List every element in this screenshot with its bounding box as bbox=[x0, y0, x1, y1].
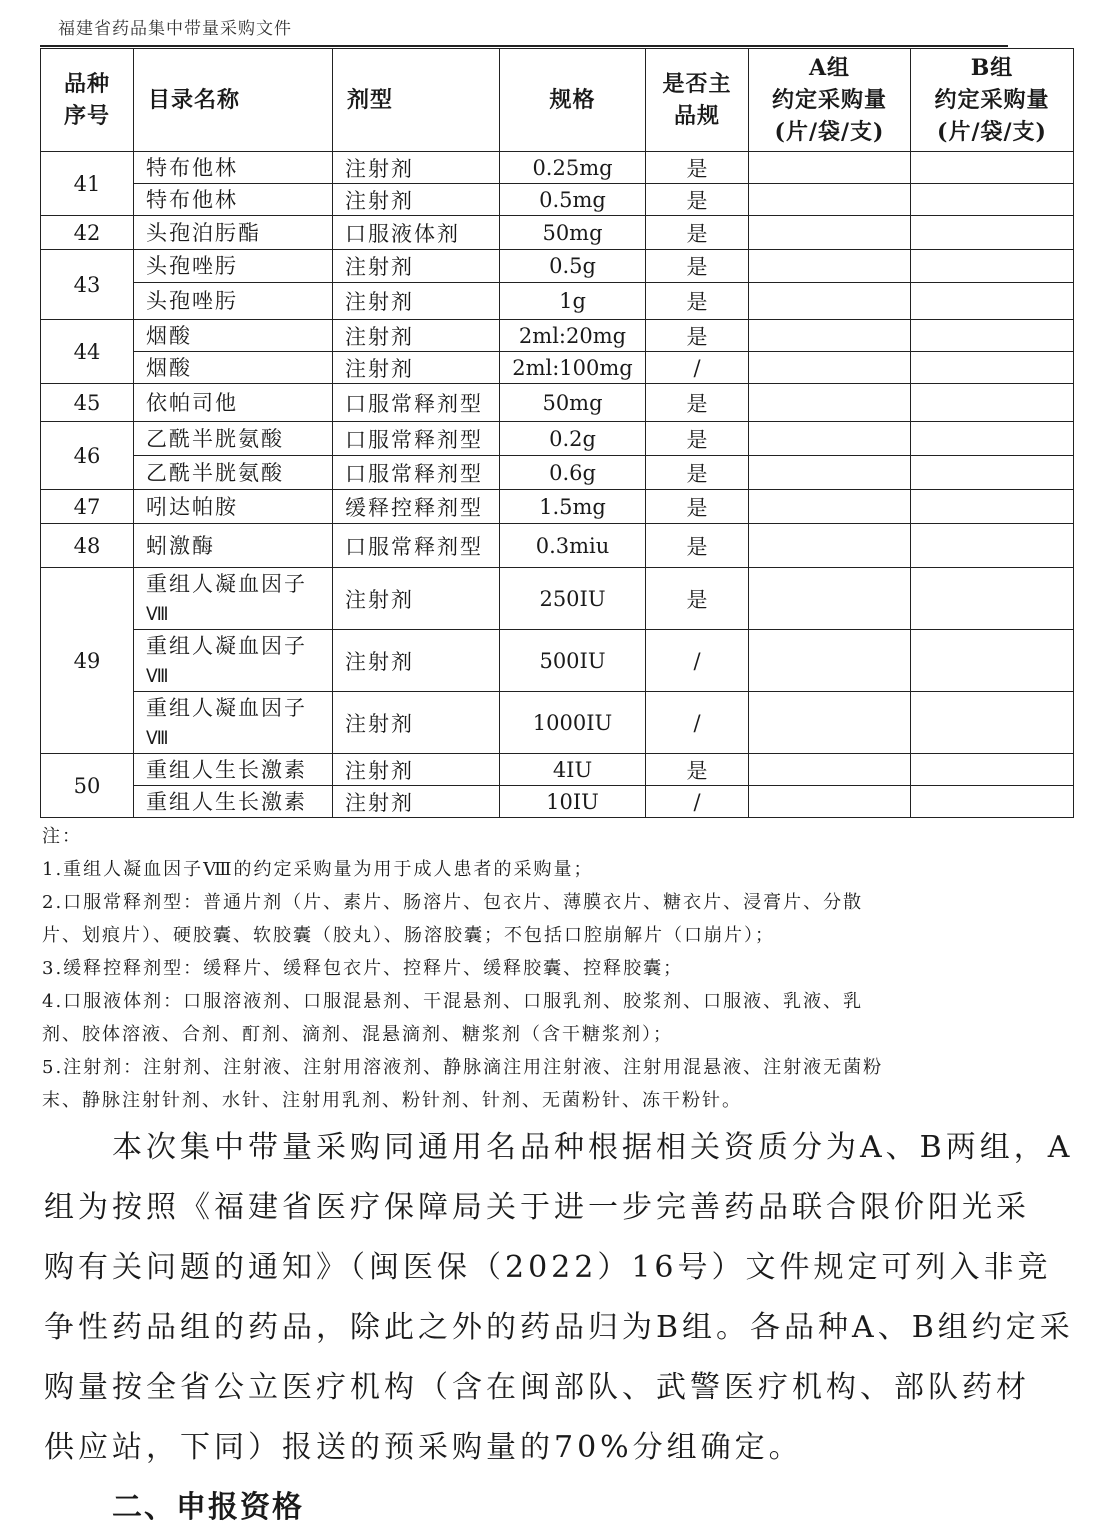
header-seq-line2: 序号 bbox=[63, 103, 110, 129]
cell-group-a-quantity bbox=[749, 250, 911, 283]
cell-group-a-quantity bbox=[749, 490, 911, 524]
cell-form: 注射剂 bbox=[333, 754, 500, 786]
cell-name bbox=[134, 250, 333, 283]
cell-form: 注射剂 bbox=[333, 320, 500, 352]
notes-section bbox=[42, 820, 1042, 1117]
cell-name-text: 重组人凝血因子 bbox=[146, 633, 307, 658]
cell-name bbox=[134, 568, 333, 630]
cell-name-text: 烟酸 bbox=[146, 355, 192, 380]
cell-main: 是 bbox=[646, 524, 749, 568]
cell-spec: 50mg bbox=[500, 216, 646, 250]
cell-name bbox=[134, 524, 333, 568]
cell-main: 是 bbox=[646, 568, 749, 630]
note-line: 剂、胶体溶液、合剂、酊剂、滴剂、混悬滴剂、糖浆剂（含干糖浆剂）； bbox=[42, 1024, 673, 1045]
cell-name-suffix: Ⅷ bbox=[146, 664, 168, 687]
cell-group-b-quantity bbox=[911, 320, 1074, 352]
header-group-b-line3: (片/袋/支) bbox=[937, 119, 1047, 145]
cell-group-b-quantity bbox=[911, 456, 1074, 490]
note-line: 片、划痕片）、硬胶囊、软胶囊（胶丸）、肠溶胶囊；不包括口腔崩解片（口崩片）； bbox=[42, 925, 775, 946]
cell-name-text: 头孢泊肟酯 bbox=[146, 220, 261, 245]
table-row bbox=[41, 786, 1074, 818]
cell-main: 是 bbox=[646, 184, 749, 216]
table-row bbox=[41, 630, 1074, 692]
cell-form: 注射剂 bbox=[333, 283, 500, 320]
cell-spec: 0.3miu bbox=[500, 524, 646, 568]
cell-name bbox=[134, 490, 333, 524]
cell-name-suffix: Ⅷ bbox=[146, 602, 168, 625]
table-row bbox=[41, 384, 1074, 422]
cell-group-b-quantity bbox=[911, 352, 1074, 384]
header-seq bbox=[41, 49, 134, 152]
cell-name bbox=[134, 422, 333, 456]
cell-spec: 10IU bbox=[500, 786, 646, 818]
table-row bbox=[41, 754, 1074, 786]
table-row bbox=[41, 352, 1074, 384]
header-main-line1: 是否主 bbox=[662, 71, 732, 97]
cell-seq: 43 bbox=[41, 250, 134, 320]
cell-group-a-quantity bbox=[749, 216, 911, 250]
table-row bbox=[41, 456, 1074, 490]
header-group-a-line1: A组 bbox=[808, 55, 851, 81]
procurement-table bbox=[40, 48, 1074, 818]
cell-spec: 0.2g bbox=[500, 422, 646, 456]
header-group-b-line1: B组 bbox=[970, 55, 1014, 81]
cell-name-text: 乙酰半胱氨酸 bbox=[146, 460, 284, 485]
header-form: 剂型 bbox=[333, 49, 500, 152]
cell-name bbox=[134, 320, 333, 352]
cell-seq: 47 bbox=[41, 490, 134, 524]
cell-name-text: 重组人生长激素 bbox=[146, 757, 307, 782]
cell-group-b-quantity bbox=[911, 568, 1074, 630]
cell-group-b-quantity bbox=[911, 422, 1074, 456]
cell-form: 口服液体剂 bbox=[333, 216, 500, 250]
cell-seq: 48 bbox=[41, 524, 134, 568]
table-row bbox=[41, 152, 1074, 184]
section-title: 二、申报资格 bbox=[112, 1490, 304, 1525]
cell-spec: 4IU bbox=[500, 754, 646, 786]
cell-name-text: 依帕司他 bbox=[146, 390, 238, 415]
table-row bbox=[41, 524, 1074, 568]
cell-seq: 49 bbox=[41, 568, 134, 754]
cell-group-b-quantity bbox=[911, 184, 1074, 216]
cell-name-text: 头孢唑肟 bbox=[146, 254, 238, 278]
cell-name bbox=[134, 152, 333, 184]
table-header-row bbox=[41, 49, 1074, 152]
cell-main: / bbox=[646, 692, 749, 754]
table-row bbox=[41, 283, 1074, 320]
cell-form: 注射剂 bbox=[333, 184, 500, 216]
cell-name-text: 重组人凝血因子 bbox=[146, 695, 307, 720]
body-line: 购有关问题的通知》（闽医保（2022）16号）文件规定可列入非竞 bbox=[44, 1250, 1052, 1285]
cell-seq: 50 bbox=[41, 754, 134, 818]
cell-main: 是 bbox=[646, 216, 749, 250]
cell-name bbox=[134, 184, 333, 216]
cell-group-a-quantity bbox=[749, 456, 911, 490]
cell-group-b-quantity bbox=[911, 216, 1074, 250]
header-group-b-line2: 约定采购量 bbox=[934, 87, 1050, 113]
cell-name bbox=[134, 692, 333, 754]
table-body bbox=[41, 152, 1074, 818]
cell-name-suffix: Ⅷ bbox=[146, 726, 168, 749]
header-group-a-line3: (片/袋/支) bbox=[774, 119, 885, 145]
cell-group-b-quantity bbox=[911, 786, 1074, 818]
cell-group-b-quantity bbox=[911, 630, 1074, 692]
cell-group-a-quantity bbox=[749, 422, 911, 456]
cell-group-a-quantity bbox=[749, 786, 911, 818]
document-header: 福建省药品集中带量采购文件 bbox=[58, 19, 292, 39]
cell-name bbox=[134, 384, 333, 422]
cell-seq: 46 bbox=[41, 422, 134, 490]
cell-main: 是 bbox=[646, 152, 749, 184]
cell-spec: 500IU bbox=[500, 630, 646, 692]
cell-spec: 0.6g bbox=[500, 456, 646, 490]
cell-spec: 0.25mg bbox=[500, 152, 646, 184]
header-seq-line1: 品种 bbox=[63, 71, 110, 97]
cell-form: 口服常释剂型 bbox=[333, 524, 500, 568]
cell-group-a-quantity bbox=[749, 184, 911, 216]
cell-seq: 41 bbox=[41, 152, 134, 216]
cell-group-b-quantity bbox=[911, 250, 1074, 283]
header-divider bbox=[40, 45, 1008, 47]
cell-main: / bbox=[646, 630, 749, 692]
note-line: 末、静脉注射针剂、水针、注射用乳剂、粉针剂、针剂、无菌粉针、冻干粉针。 bbox=[42, 1090, 742, 1111]
cell-name-text: 吲达帕胺 bbox=[146, 494, 238, 519]
cell-form: 注射剂 bbox=[333, 630, 500, 692]
cell-main: 是 bbox=[646, 320, 749, 352]
cell-main: / bbox=[646, 352, 749, 384]
cell-form: 注射剂 bbox=[333, 568, 500, 630]
cell-name-text: 乙酰半胱氨酸 bbox=[146, 426, 284, 451]
cell-main: 是 bbox=[646, 422, 749, 456]
cell-main: 是 bbox=[646, 384, 749, 422]
table-row bbox=[41, 320, 1074, 352]
cell-name-text: 烟酸 bbox=[146, 323, 192, 348]
cell-group-b-quantity bbox=[911, 524, 1074, 568]
cell-spec: 2ml:100mg bbox=[500, 352, 646, 384]
cell-spec: 1000IU bbox=[500, 692, 646, 754]
table-row bbox=[41, 568, 1074, 630]
cell-form: 注射剂 bbox=[333, 250, 500, 283]
note-line: 5.注射剂：注射剂、注射液、注射用溶液剂、静脉滴注用注射液、注射用混悬液、注射液无菌粉 bbox=[42, 1057, 884, 1078]
cell-form: 注射剂 bbox=[333, 786, 500, 818]
cell-name-text: 特布他林 bbox=[146, 187, 238, 212]
cell-form: 口服常释剂型 bbox=[333, 422, 500, 456]
cell-group-b-quantity bbox=[911, 384, 1074, 422]
cell-form: 口服常释剂型 bbox=[333, 456, 500, 490]
table-row bbox=[41, 490, 1074, 524]
cell-main: 是 bbox=[646, 283, 749, 320]
header-group-a-line2: 约定采购量 bbox=[771, 87, 887, 113]
cell-spec: 1.5mg bbox=[500, 490, 646, 524]
cell-name bbox=[134, 456, 333, 490]
cell-spec: 0.5mg bbox=[500, 184, 646, 216]
cell-form: 注射剂 bbox=[333, 692, 500, 754]
cell-name-text: 重组人凝血因子 bbox=[146, 571, 307, 596]
table-row bbox=[41, 692, 1074, 754]
cell-group-a-quantity bbox=[749, 352, 911, 384]
table-row bbox=[41, 422, 1074, 456]
cell-name bbox=[134, 216, 333, 250]
cell-group-a-quantity bbox=[749, 384, 911, 422]
note-line: 注： bbox=[42, 826, 82, 847]
note-line: 4.口服液体剂：口服溶液剂、口服混悬剂、干混悬剂、口服乳剂、胶浆剂、口服液、乳液、乳 bbox=[42, 991, 864, 1012]
cell-main: 是 bbox=[646, 754, 749, 786]
cell-name bbox=[134, 352, 333, 384]
cell-name bbox=[134, 754, 333, 786]
cell-spec: 1g bbox=[500, 283, 646, 320]
cell-spec: 50mg bbox=[500, 384, 646, 422]
cell-group-b-quantity bbox=[911, 152, 1074, 184]
cell-main: 是 bbox=[646, 456, 749, 490]
cell-group-a-quantity bbox=[749, 568, 911, 630]
cell-name bbox=[134, 283, 333, 320]
cell-name bbox=[134, 630, 333, 692]
cell-group-b-quantity bbox=[911, 754, 1074, 786]
note-line: 3.缓释控释剂型：缓释片、缓释包衣片、控释片、缓释胶囊、控释胶囊； bbox=[42, 958, 684, 979]
header-name: 目录名称 bbox=[134, 49, 333, 152]
cell-name-text: 蚓激酶 bbox=[146, 533, 215, 558]
note-line: 2.口服常释剂型：普通片剂（片、素片、肠溶片、包衣片、薄膜衣片、糖衣片、浸膏片、分散 bbox=[42, 892, 864, 913]
cell-main: 是 bbox=[646, 490, 749, 524]
note-line: 1.重组人凝血因子Ⅷ的约定采购量为用于成人患者的采购量； bbox=[42, 859, 594, 880]
cell-group-a-quantity bbox=[749, 320, 911, 352]
body-line: 争性药品组的药品，除此之外的药品归为B组。各品种A、B组约定采 bbox=[44, 1310, 1074, 1345]
header-main bbox=[646, 49, 749, 152]
header-main-line2: 品规 bbox=[673, 103, 720, 129]
body-line: 本次集中带量采购同通用名品种根据相关资质分为A、B两组，A bbox=[44, 1130, 1074, 1165]
cell-group-a-quantity bbox=[749, 692, 911, 754]
cell-group-a-quantity bbox=[749, 754, 911, 786]
body-line: 供应站，下同）报送的预采购量的70%分组确定。 bbox=[44, 1430, 803, 1465]
table-row bbox=[41, 250, 1074, 283]
cell-name-text: 特布他林 bbox=[146, 155, 238, 180]
body-line: 组为按照《福建省医疗保障局关于进一步完善药品联合限价阳光采 bbox=[44, 1190, 1030, 1225]
cell-main: 是 bbox=[646, 250, 749, 283]
table-row bbox=[41, 184, 1074, 216]
cell-form: 注射剂 bbox=[333, 352, 500, 384]
header-group-b bbox=[911, 49, 1074, 152]
cell-name-text: 重组人生长激素 bbox=[146, 789, 307, 814]
header-group-a bbox=[749, 49, 911, 152]
cell-seq: 45 bbox=[41, 384, 134, 422]
cell-seq: 42 bbox=[41, 216, 134, 250]
cell-group-a-quantity bbox=[749, 283, 911, 320]
cell-seq: 44 bbox=[41, 320, 134, 384]
cell-group-b-quantity bbox=[911, 692, 1074, 754]
cell-spec: 2ml:20mg bbox=[500, 320, 646, 352]
cell-spec: 0.5g bbox=[500, 250, 646, 283]
body-paragraph bbox=[44, 1118, 1074, 1478]
cell-group-a-quantity bbox=[749, 152, 911, 184]
cell-form: 口服常释剂型 bbox=[333, 384, 500, 422]
table-row bbox=[41, 216, 1074, 250]
cell-name-text: 头孢唑肟 bbox=[146, 289, 238, 313]
cell-group-a-quantity bbox=[749, 630, 911, 692]
cell-group-b-quantity bbox=[911, 283, 1074, 320]
cell-group-a-quantity bbox=[749, 524, 911, 568]
cell-form: 注射剂 bbox=[333, 152, 500, 184]
cell-group-b-quantity bbox=[911, 490, 1074, 524]
cell-spec: 250IU bbox=[500, 568, 646, 630]
cell-name bbox=[134, 786, 333, 818]
cell-form: 缓释控释剂型 bbox=[333, 490, 500, 524]
body-line: 购量按全省公立医疗机构（含在闽部队、武警医疗机构、部队药材 bbox=[44, 1370, 1030, 1405]
cell-main: / bbox=[646, 786, 749, 818]
header-spec: 规格 bbox=[500, 49, 646, 152]
